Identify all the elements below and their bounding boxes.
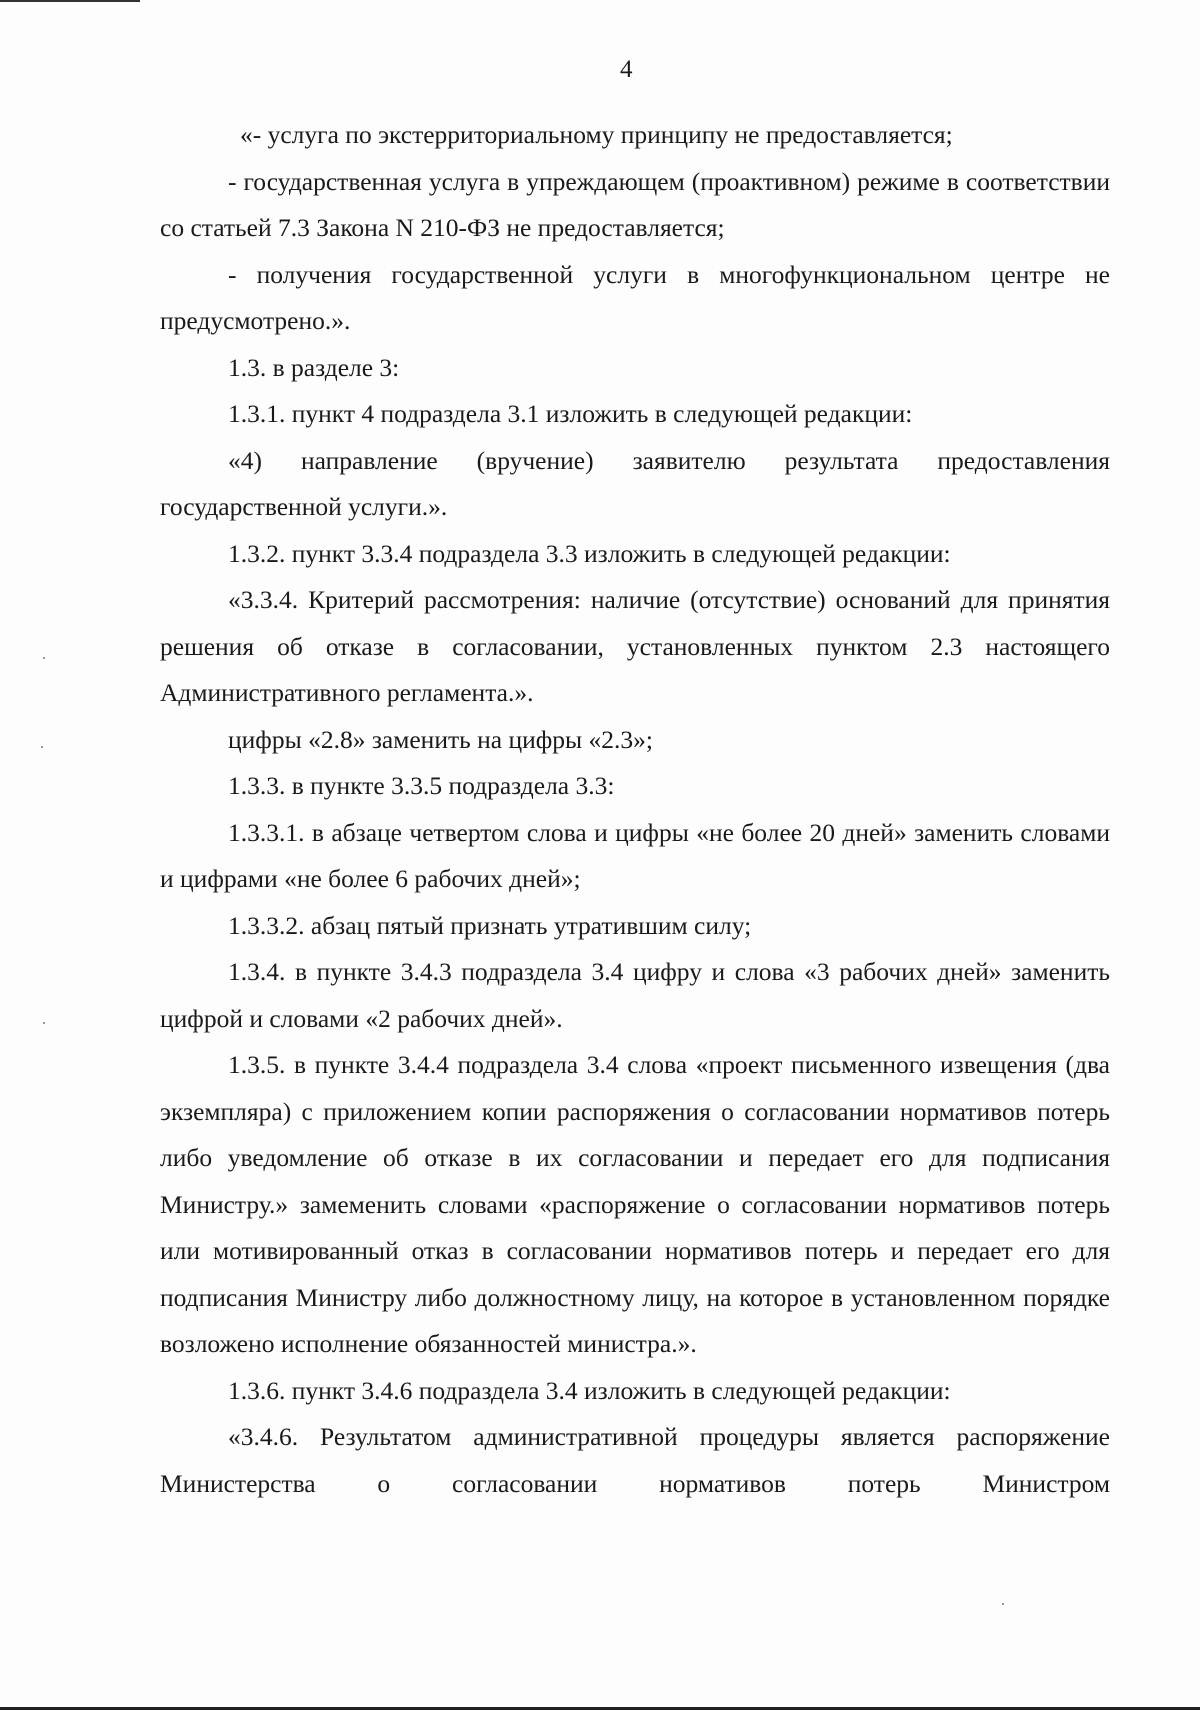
paragraph-16: «3.4.6. Результатом административной процедуры является распоряжение Министерства о согласовании нормативов потерь Министром: [160, 1422, 1110, 1498]
paragraph-6: «4) направление (вручение) заявителю результата предоставления государственной услуги.».: [160, 445, 1110, 521]
scan-edge-top: [0, 0, 140, 2]
paragraph-14: 1.3.5. в пункте 3.4.4 подраздела 3.4 слова «проект письменного извещения (два экземпляра) с приложением копии распоряжения о согласовании нормативов потерь либо уведомление об отказе в их согласовании и передает его для подписания Министру.» замеменить словами «распоряжение о согласовании нормативов потерь или мотивированный отказ в согласовании нормативов потерь и передает его для подписания Министру либо должностному лицу, на которое в установленном порядке возложено исполнение обязанностей министра.».: [160, 1050, 1110, 1358]
paragraph-5: 1.3.1. пункт 4 подраздела 3.1 изложить в следующей редакции:: [228, 399, 913, 428]
page-number: 4: [620, 56, 633, 83]
paragraph-2: - государственная услуга в упреждающем (проактивном) режиме в соответствии со статьей 7.3 Закона N 210-ФЗ не предоставляется;: [160, 166, 1110, 242]
scan-speck: [1002, 1603, 1004, 1605]
scan-edge-bottom: [0, 1707, 1200, 1710]
paragraph-9: цифры «2.8» заменить на цифры «2.3»;: [228, 724, 653, 754]
paragraph-15: 1.3.6. пункт 3.4.6 подраздела 3.4 изложить в следующей редакции:: [228, 1375, 951, 1405]
paragraph-13: 1.3.4. в пункте 3.4.3 подраздела 3.4 цифру и слова «3 рабочих дней» заменить цифрой и словами «2 рабочих дней».: [160, 957, 1110, 1033]
document-body: [160, 112, 1110, 1507]
scan-speck: [43, 1022, 45, 1024]
paragraph-7: 1.3.2. пункт 3.3.4 подраздела 3.3 изложить в следующей редакции:: [228, 538, 951, 568]
paragraph-12: 1.3.3.2. абзац пятый признать утратившим силу;: [228, 910, 752, 940]
scan-speck: [41, 746, 43, 748]
paragraph-3: - получения государственной услуги в многофункциональном центре не предусмотрено.».: [160, 259, 1110, 335]
paragraph-4: 1.3. в разделе 3:: [228, 352, 400, 382]
paragraph-1: «- услуга по экстерриториальному принципу не предоставляется;: [240, 120, 953, 149]
paragraph-11: 1.3.3.1. в абзаце четвертом слова и цифры «не более 20 дней» заменить словами и цифрами «не более 6 рабочих дней»;: [160, 817, 1110, 893]
paragraph-8: «3.3.4. Критерий рассмотрения: наличие (отсутствие) оснований для принятия решения об отказе в согласовании, установленных пунктом 2.3 настоящего Административного регламента.».: [160, 585, 1110, 707]
paragraph-10: 1.3.3. в пункте 3.3.5 подраздела 3.3:: [228, 771, 615, 800]
scan-speck: [43, 657, 45, 659]
